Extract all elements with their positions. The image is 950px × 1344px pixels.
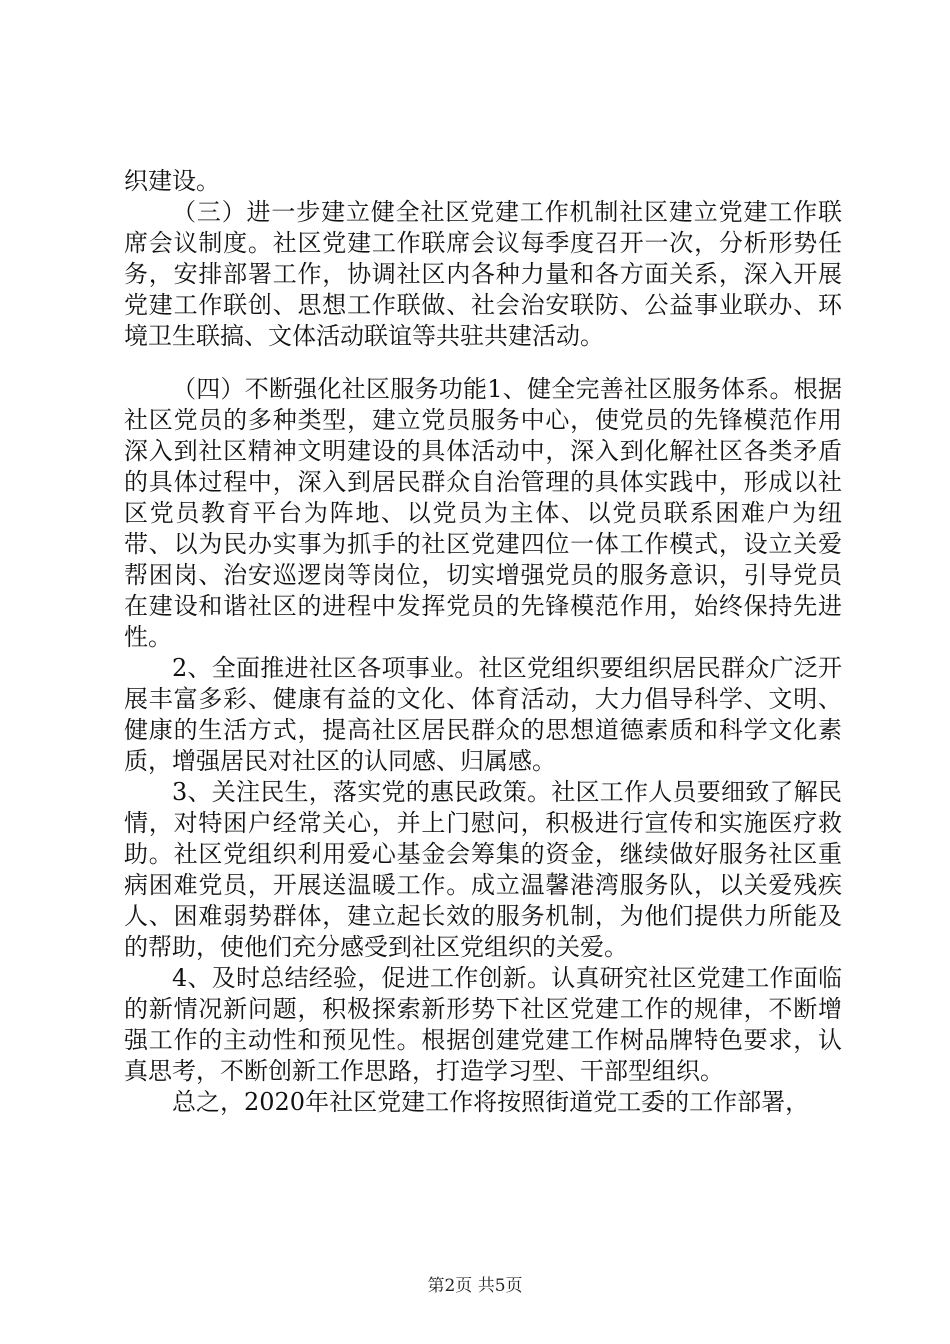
paragraph-summary: 总之，2020年社区党建工作将按照街道党工委的工作部署， (172, 1088, 810, 1116)
document-body (124, 166, 842, 1118)
paragraph-item-4: 4、及时总结经验，促进工作创新。认真研究社区党建工作面临的新情况新问题，积极探索新形势下社区党建工作的规律，不断增强工作的主动性和预见性。根据创建党建工作树品牌特色要求，认真思考，不断创新工作思路，打造学习型、干部型组织。 (124, 964, 842, 1085)
paragraph-section-3: （三）进一步建立健全社区党建工作机制社区建立党建工作联席会议制度。社区党建工作联席会议每季度召开一次，分析形势任务，安排部署工作，协调社区内各种力量和各方面关系，深入开展党建工作联创、思想工作联做、社会治安联防、公益事业联办、环境卫生联搞、文体活动联谊等共驻共建活动。 (124, 198, 842, 350)
paragraph-item-2: 2、全面推进社区各项事业。社区党组织要组织居民群众广泛开展丰富多彩、健康有益的文化、体育活动，大力倡导科学、文明、健康的生活方式，提高社区居民群众的思想道德素质和科学文化素质，增强居民对社区的认同感、归属感。 (124, 654, 842, 775)
paragraph-section-4: （四）不断强化社区服务功能1、健全完善社区服务体系。根据社区党员的多种类型，建立党员服务中心，使党员的先锋模范作用深入到社区精神文明建设的具体活动中，深入到化解社区各类矛盾的具体过程中，深入到居民群众自治管理的具体实践中，形成以社区党员教育平台为阵地、以党员为主体、以党员联系困难户为纽带、以为民办实事为抓手的社区党建四位一体工作模式，设立关爱帮困岗、治安巡逻岗等岗位，切实增强党员的服务意识，引导党员在建设和谐社区的进程中发挥党员的先锋模范作用，始终保持先进性。 (124, 375, 842, 651)
paragraph-continuation: 织建设。 (124, 167, 220, 195)
page-number-footer: 第2页 共5页 (427, 1276, 523, 1296)
paragraph-item-3: 3、关注民生，落实党的惠民政策。社区工作人员要细致了解民情，对特困户经常关心，并上门慰问，积极进行宣传和实施医疗救助。社区党组织利用爱心基金会筹集的资金，继续做好服务社区重病困难党员，开展送温暖工作。成立温馨港湾服务队，以关爱残疾人、困难弱势群体，建立起长效的服务机制，为他们提供力所能及的帮助，使他们充分感受到社区党组织的关爱。 (124, 778, 842, 961)
